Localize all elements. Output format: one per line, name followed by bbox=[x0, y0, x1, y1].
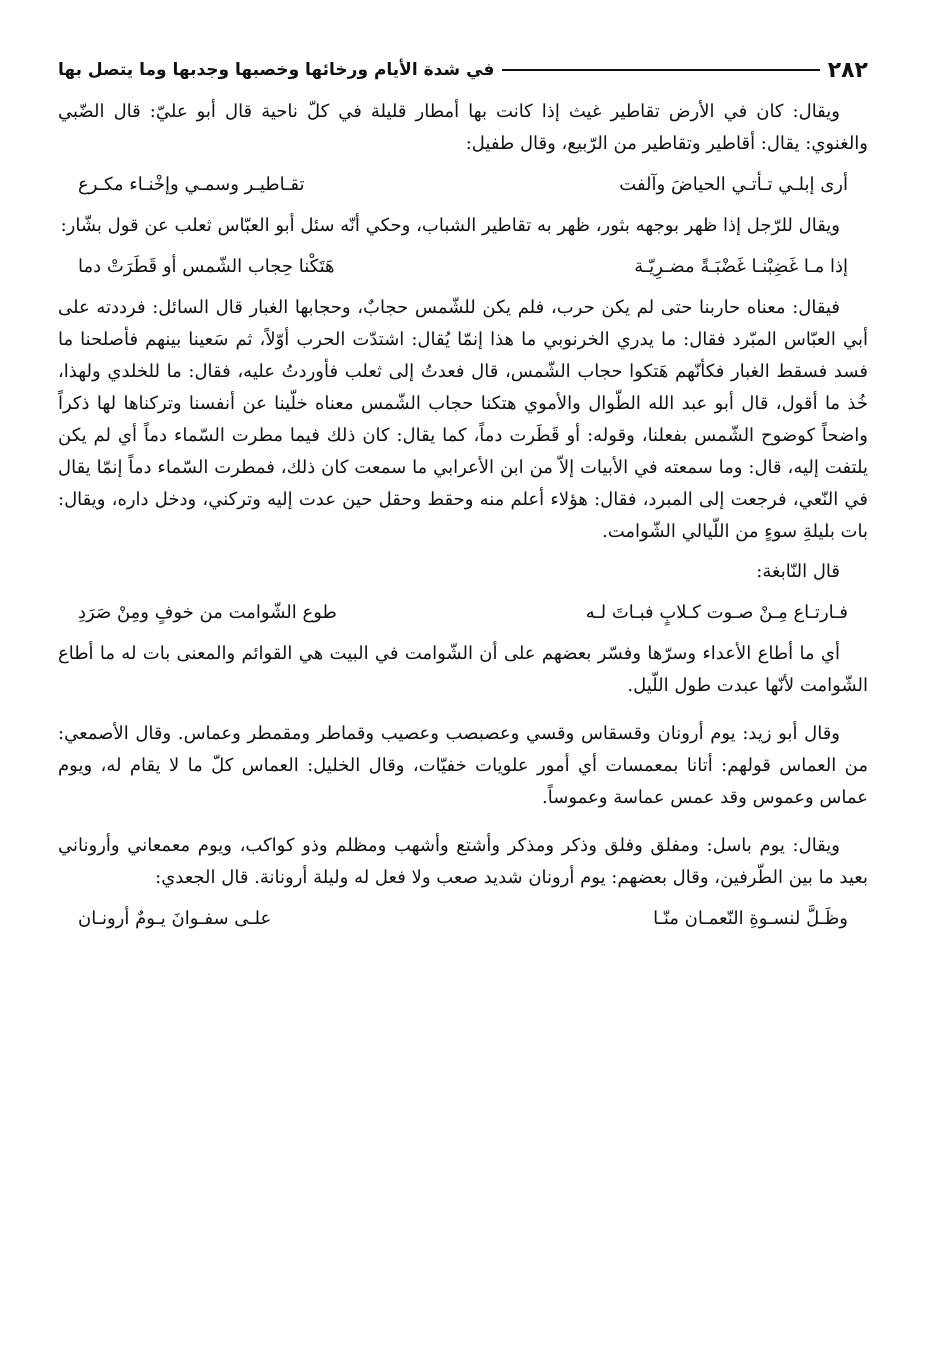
paragraph-4: قال النّابغة: bbox=[756, 561, 840, 582]
paragraph-6: وقال أبو زيد: يوم أرونان وقسقاس وقسي وعصبصب وعصيب وقماطر ومقمطر وعماس. وقال الأصمعي: من العماس قولهم: أتانا بمعمسات أي أمور علويات خفيّات، وقال الخليل: العماس كلّ ما لا يقام له، ويوم عماس وعموس وقد عمس عماسة وعموساً. bbox=[58, 723, 868, 808]
page-number: ٢٨٢ bbox=[827, 57, 868, 83]
paragraph-3: فيقال: معناه حاربنا حتى لم يكن حرب، فلم يكن للشّمس حجابٌ، وحجابها الغبار قال السائل: فرددته على أبي العبّاس المبّرد فقال: ما يدري الخرنوبي ما هذا إنمّا يُقال: اشتدّت الحرب أوّلاً، ثم سَعينا بينهم فأصلحنا ما فسد فسقط الغبار فكأنّهم هَتكوا حجاب الشّمس، قال فعدتُ إلى ثعلب فأوردتُ عليه، فقال: ما للخلدي ولهذا، خُذ ما أقول، قال أبو عبد الله الطّوال والأموي هتكنا حجاب الشّمس معناه خلّينا عن أنفسنا وتركناها لها ذكراً واضحاً كوضوح الشّمس بفعلنا، وقوله: أو قَطَرت دماً، كما يقال: كان ذلك فيما مطرت السّماء دماً أي لم يكن يلتفت إليه، قال: وما سمعته في الأبيات إلاّ من ابن الأعرابي ما سمعت كان ذلك، فمطرت السّماء دماً إنمّا يقال في النّعي، فرجعت إلى المبرد، فقال: هؤلاء أعلم منه وحقط وحقل حين عدت إليه وتركني، ودخل داره، ويقال: بات بليلةِ سوءٍ من اللّيالي الشّوامت. bbox=[58, 297, 868, 542]
verse-first-hemistich: وظَـلَّ لنسـوةِ النّعمـان منّـا bbox=[653, 908, 848, 929]
verse-jadi bbox=[58, 902, 868, 936]
verse-second-hemistich: هَتَكْنا حِجاب الشّمس أو قَطَرَتْ دما bbox=[78, 256, 335, 277]
paragraph-1: ويقال: كان في الأرض تقاطير غيث إذا كانت بها أمطار قليلة في كلّ ناحية قال أبو عليّ: قال الضّبي والغنوي: يقال: أقاطير وتقاطير من الرّبيع، وقال طفيل: bbox=[58, 101, 868, 154]
verse-tufayl bbox=[58, 168, 868, 202]
verse-second-hemistich: طوع الشّوامت من خوفٍ ومِنْ صَرَدِ bbox=[78, 602, 337, 623]
verse-nabigha bbox=[58, 596, 868, 630]
book-page bbox=[58, 52, 868, 936]
verse-first-hemistich: فـارتـاع مِـنْ صـوت كـلابٍ فبـاتَ لـه bbox=[585, 602, 848, 623]
paragraph-7: ويقال: يوم باسل: ومفلق وفلق وذكر ومذكر وأشتع وأشهب ومظلم وذو كواكب، ويوم معمعاني وأروناني بعيد ما بين الطّرفين، وقال بعضهم: يوم أرونان شديد صعب ولا فعل له وليلة أرونانة. قال الجعدي: bbox=[58, 835, 868, 888]
verse-second-hemistich: تقـاطيـر وسمـي وإخْنـاء مكـرع bbox=[78, 174, 305, 195]
verse-second-hemistich: علـى سفـوانَ يـومٌ أرونـان bbox=[78, 908, 272, 929]
verse-first-hemistich: إذا مـا غَضِبْنـا غَضْبَـةً مضـرِيّـة bbox=[634, 256, 848, 277]
page-header bbox=[58, 52, 868, 88]
verse-first-hemistich: أرى إبلـي تـأتـي الحياضَ وآلفت bbox=[619, 174, 848, 195]
header-rule bbox=[502, 69, 819, 71]
paragraph-5: أي ما أطاع الأعداء وسرّها وفسّر بعضهم على أن الشّوامت في البيت هي القوائم والمعنى بات له ما أطاع الشّوامت لأنّها عبدت طول اللّيل. bbox=[58, 643, 868, 696]
running-title: في شدة الأيام ورخائها وخصبها وجدبها وما يتصل بها bbox=[58, 60, 495, 80]
verse-bashshar bbox=[58, 250, 868, 284]
paragraph-2: ويقال للرّجل إذا ظهر بوجهه بثور، ظهر به تقاطير الشباب، وحكي أنّه سئل أبو العبّاس ثعلب عن قول بشّار: bbox=[60, 215, 840, 236]
